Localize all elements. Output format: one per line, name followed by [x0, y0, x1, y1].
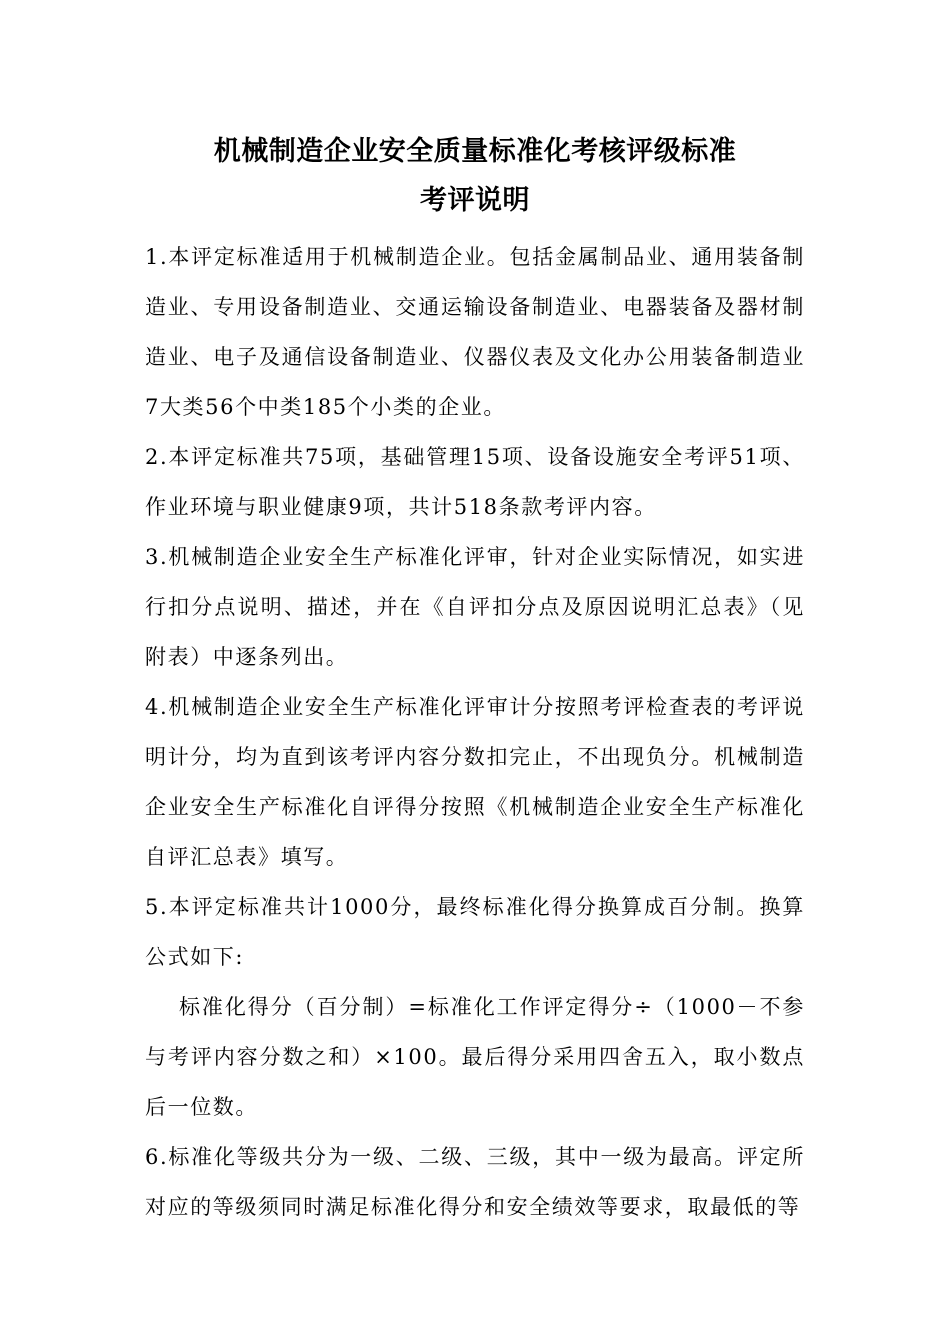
document-subtitle: 考评说明: [420, 185, 530, 216]
document-body: [145, 232, 805, 1232]
paragraph-item-count: 2.本评定标准共75项，基础管理15项、设备设施安全考评51项、作业环境与职业健康9项，共计518条款考评内容。: [145, 445, 805, 519]
document-title: 机械制造企业安全质量标准化考核评级标准: [213, 136, 737, 167]
paragraph-deduction-notes: 3.机械制造企业安全生产标准化评审，针对企业实际情况，如实进行扣分点说明、描述，并在《自评扣分点及原因说明汇总表》（见附表）中逐条列出。: [145, 545, 805, 669]
paragraph-total-score: 5.本评定标准共计1000分，最终标准化得分换算成百分制。换算公式如下:: [145, 895, 805, 969]
paragraph-grade-levels: 6.标准化等级共分为一级、二级、三级，其中一级为最高。评定所对应的等级须同时满足标准化得分和安全绩效等要求，取最低的等: [145, 1145, 805, 1219]
paragraph-formula: 标准化得分（百分制）=标准化工作评定得分÷（1000－不参与考评内容分数之和）×100。最后得分采用四舍五入，取小数点后一位数。: [145, 995, 805, 1119]
paragraph-scoring-rules: 4.机械制造企业安全生产标准化评审计分按照考评检查表的考评说明计分，均为直到该考评内容分数扣完止，不出现负分。机械制造企业安全生产标准化自评得分按照《机械制造企业安全生产标准化自评汇总表》填写。: [145, 695, 805, 869]
paragraph-scope: 1.本评定标准适用于机械制造企业。包括金属制品业、通用装备制造业、专用设备制造业、交通运输设备制造业、电器装备及器材制造业、电子及通信设备制造业、仪器仪表及文化办公用装备制造业7大类56个中类185个小类的企业。: [145, 245, 805, 419]
